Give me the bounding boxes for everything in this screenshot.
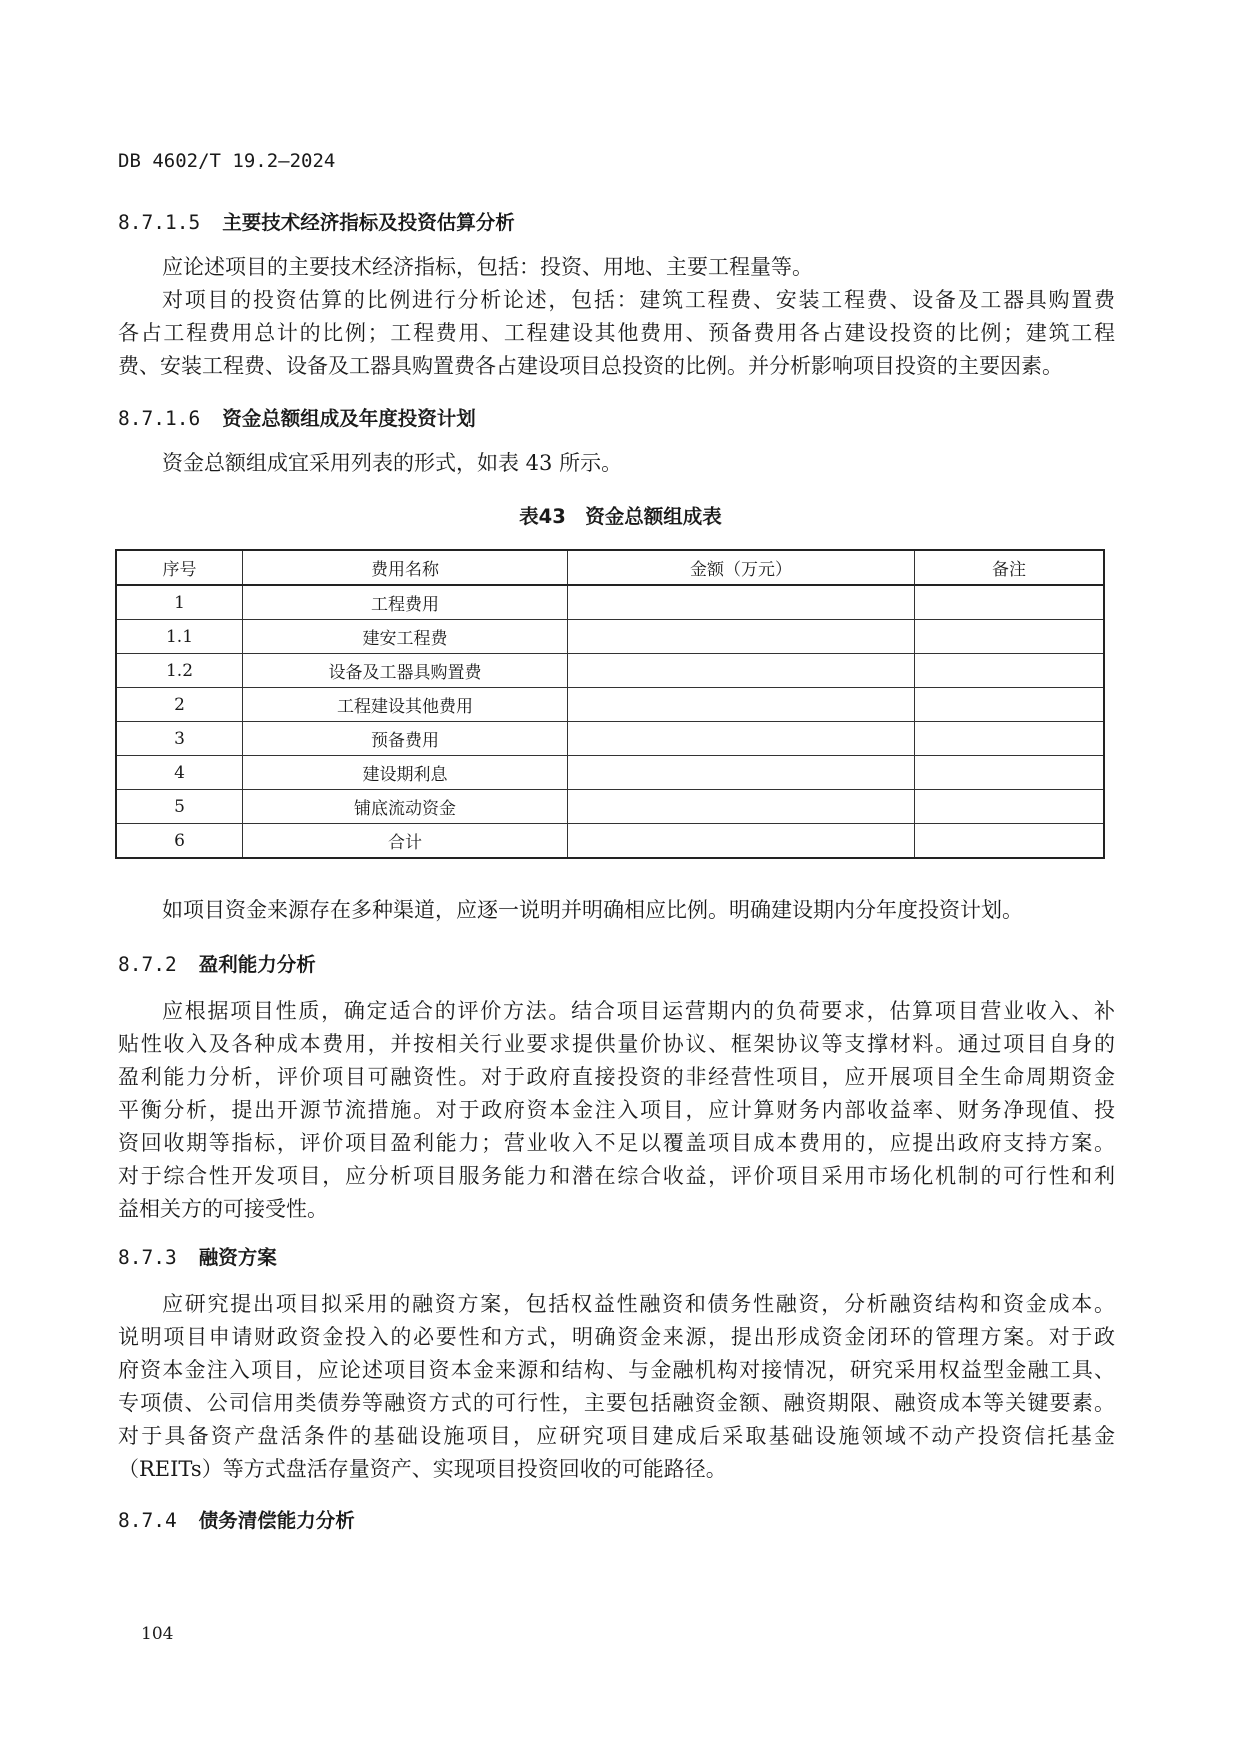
document-header: DB 4602/T 19.2—2024 (118, 150, 336, 172)
paragraph-line: 贴性收入及各种成本费用，并按相关行业要求提供量价协议、框架协议等支撑材料。通过项目自身的 (118, 1032, 1115, 1056)
table-cell: 1 (116, 585, 243, 620)
heading-8-7-4 (118, 1505, 355, 1533)
paragraph (118, 1288, 1115, 1486)
paragraph-line: 如项目资金来源存在多种渠道，应逐一说明并明确相应比例。明确建设期内分年度投资计划。 (162, 898, 1023, 922)
column-header: 金额（万元） (568, 550, 915, 585)
table-cell: 预备费用 (243, 722, 568, 756)
table-cell (915, 790, 1105, 824)
heading-title: 债务清偿能力分析 (198, 1509, 355, 1532)
table-cell (915, 620, 1105, 654)
table-cell: 建安工程费 (243, 620, 568, 654)
heading-number: 8.7.3 (118, 1246, 177, 1269)
heading-title: 盈利能力分析 (198, 953, 316, 976)
paragraph-line: 资回收期等指标，评价项目盈利能力；营业收入不足以覆盖项目成本费用的，应提出政府支持方案。 (118, 1131, 1115, 1155)
table-cell (568, 790, 915, 824)
heading-8-7-3 (118, 1242, 277, 1270)
paragraph-line: 平衡分析，提出开源节流措施。对于政府资本金注入项目，应计算财务内部收益率、财务净现值、投 (118, 1098, 1115, 1122)
heading-8-7-2 (118, 949, 316, 977)
table-caption: 表43 资金总额组成表 (519, 505, 722, 528)
table-cell: 工程建设其他费用 (243, 688, 568, 722)
paragraph-line: 益相关方的可接受性。 (118, 1197, 328, 1221)
paragraph-line: 资金总额组成宜采用列表的形式，如表 43 所示。 (162, 451, 623, 475)
table-cell: 设备及工器具购置费 (243, 654, 568, 688)
column-header: 费用名称 (243, 550, 568, 585)
paragraph-line: 府资本金注入项目，应论述项目资本金来源和结构、与金融机构对接情况，研究采用权益型金融工具、 (118, 1358, 1115, 1382)
heading-number: 8.7.2 (118, 953, 177, 976)
table-cell (568, 722, 915, 756)
fund-composition-table (115, 549, 1105, 859)
heading-number: 8.7.1.5 (118, 211, 201, 234)
paragraph (118, 995, 1115, 1226)
paragraph (118, 251, 1115, 284)
paragraph-line: 对项目的投资估算的比例进行分析论述，包括：建筑工程费、安装工程费、设备及工器具购置费 (162, 288, 1115, 312)
heading-number: 8.7.1.6 (118, 407, 201, 430)
paragraph (118, 894, 1115, 927)
page-number: 104 (141, 1624, 174, 1644)
table-cell: 工程费用 (243, 585, 568, 620)
table-row (116, 790, 1104, 824)
paragraph-line: 费、安装工程费、设备及工器具购置费各占建设项目总投资的比例。并分析影响项目投资的主要因素。 (118, 354, 1063, 378)
table-cell: 4 (116, 756, 243, 790)
table-cell (568, 688, 915, 722)
heading-8-7-1-5 (118, 207, 515, 235)
table-row (116, 585, 1104, 620)
heading-title: 融资方案 (198, 1246, 277, 1269)
table-cell (915, 722, 1105, 756)
paragraph-line: 说明项目申请财政资金投入的必要性和方式，明确资金来源，提出形成资金闭环的管理方案。对于政 (118, 1325, 1115, 1349)
table-cell (915, 585, 1105, 620)
paragraph-line: 盈利能力分析，评价项目可融资性。对于政府直接投资的非经营性项目，应开展项目全生命周期资金 (118, 1065, 1115, 1089)
table-header-row (116, 550, 1104, 585)
table-cell: 1.2 (116, 654, 243, 688)
paragraph-line: 对于综合性开发项目，应分析项目服务能力和潜在综合收益，评价项目采用市场化机制的可行性和利 (118, 1164, 1115, 1188)
table-cell: 1.1 (116, 620, 243, 654)
table-row (116, 620, 1104, 654)
paragraph-line: 应研究提出项目拟采用的融资方案，包括权益性融资和债务性融资，分析融资结构和资金成本。 (162, 1292, 1115, 1316)
table-cell (915, 756, 1105, 790)
table-cell: 3 (116, 722, 243, 756)
table-cell (568, 585, 915, 620)
heading-title: 资金总额组成及年度投资计划 (222, 407, 476, 430)
table-cell (915, 824, 1105, 859)
table-cell: 6 (116, 824, 243, 859)
table-cell (568, 756, 915, 790)
table-body (116, 585, 1104, 858)
column-header: 序号 (116, 550, 243, 585)
table-cell: 2 (116, 688, 243, 722)
table-cell: 5 (116, 790, 243, 824)
table-row (116, 824, 1104, 859)
table-row (116, 688, 1104, 722)
table-cell (568, 654, 915, 688)
table-cell: 合计 (243, 824, 568, 859)
paragraph-line: 应论述项目的主要技术经济指标，包括：投资、用地、主要工程量等。 (162, 255, 813, 279)
paragraph (118, 447, 1115, 480)
heading-8-7-1-6 (118, 403, 476, 431)
paragraph (118, 284, 1115, 383)
paragraph-line: 对于具备资产盘活条件的基础设施项目，应研究项目建成后采取基础设施领域不动产投资信托基金 (118, 1424, 1115, 1448)
table-cell (915, 688, 1105, 722)
table-row (116, 722, 1104, 756)
heading-number: 8.7.4 (118, 1509, 177, 1532)
table-row (116, 756, 1104, 790)
column-header: 备注 (915, 550, 1105, 585)
paragraph-line: 应根据项目性质，确定适合的评价方法。结合项目运营期内的负荷要求，估算项目营业收入、补 (162, 999, 1115, 1023)
paragraph-line: （REITs）等方式盘活存量资产、实现项目投资回收的可能路径。 (118, 1457, 727, 1481)
paragraph-line: 各占工程费用总计的比例；工程费用、工程建设其他费用、预备费用各占建设投资的比例；建筑工程 (118, 321, 1115, 345)
table-cell (915, 654, 1105, 688)
paragraph-line: 专项债、公司信用类债券等融资方式的可行性，主要包括融资金额、融资期限、融资成本等关键要素。 (118, 1391, 1115, 1415)
table-row (116, 654, 1104, 688)
heading-title: 主要技术经济指标及投资估算分析 (222, 211, 515, 234)
table-cell (568, 620, 915, 654)
table-cell: 铺底流动资金 (243, 790, 568, 824)
table-cell: 建设期利息 (243, 756, 568, 790)
table-cell (568, 824, 915, 859)
